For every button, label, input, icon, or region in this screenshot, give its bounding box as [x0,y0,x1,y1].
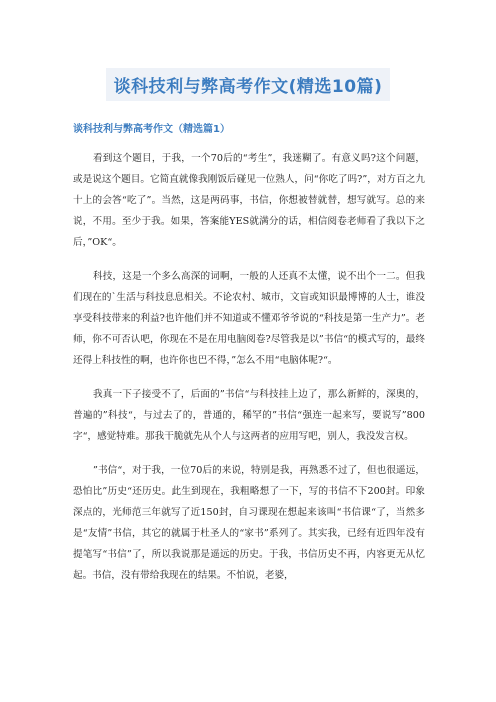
article-body [73,148,425,599]
paragraph-3: 我真一下子接受不了，后面的”书信“与科技挂上边了，那么新鲜的，深奥的，普遍的”科技“，与过去了的，普通的，稀罕的”书信“强连一起来写，要说写”800字“，感觉特难。那我干脆就先从个人与这两者的应用写吧，别人，我没发言权。 [73,389,425,442]
document-title: 谈科技利与弊高考作文(精选10篇) [106,68,391,101]
paragraph-1: 看到这个题目，于我，一个70后的“考生”，我迷糊了。有意义吗?这个问题，或是说这个题目。它简直就像我刚饭后碰见一位熟人，问“你吃了吗?”，对方百之九十上的会答“吃了”。当然，这是两码事，书信，你想被替就替，想写就写。总的来说，不用。至少于我。如果，答案能YES就满分的话，相信阅卷老师看了我以下之后，”OK“。 [73,153,425,248]
title-container [0,68,496,101]
paragraph-4: ”书信“，对于我，一位70后的来说，特别是我，再熟悉不过了，但也很遥远，恐怕比”历史“还历史。此生到现在，我粗略想了一下，写的书信不下200封。印象深点的，光师范三年就写了近150封，自习课现在想起来该叫“书信课“了，当然多是“友情”书信，其它的就属于杜圣人的“家书”系列了。其实我，已经有近四年没有提笔写“书信”了，所以我说那是遥远的历史。于我，书信历史不再，内容更无从忆起。书信，没有带给我现在的结果。不怕说，老婆， [73,465,425,581]
paragraph-2: 科技，这是一个多么高深的词啊，一般的人还真不太懂，说不出个一二。但我们现在的`生活与科技息息相关。不论农村、城市，文盲或知识最博博的人士，谁没享受科技带来的利益?也许他们并不知道或不懂邓爷爷说的“科技是第一生产力”。老师，你不可否认吧，你现在不是在用电脑阅卷?尽管我是以”书信“的模式写的，最终还得上科技性的啊，也许你也巴不得，”怎么不用“电脑体呢?“。 [73,271,425,366]
section-heading: 谈科技利与弊高考作文（精选篇1） [73,124,230,135]
